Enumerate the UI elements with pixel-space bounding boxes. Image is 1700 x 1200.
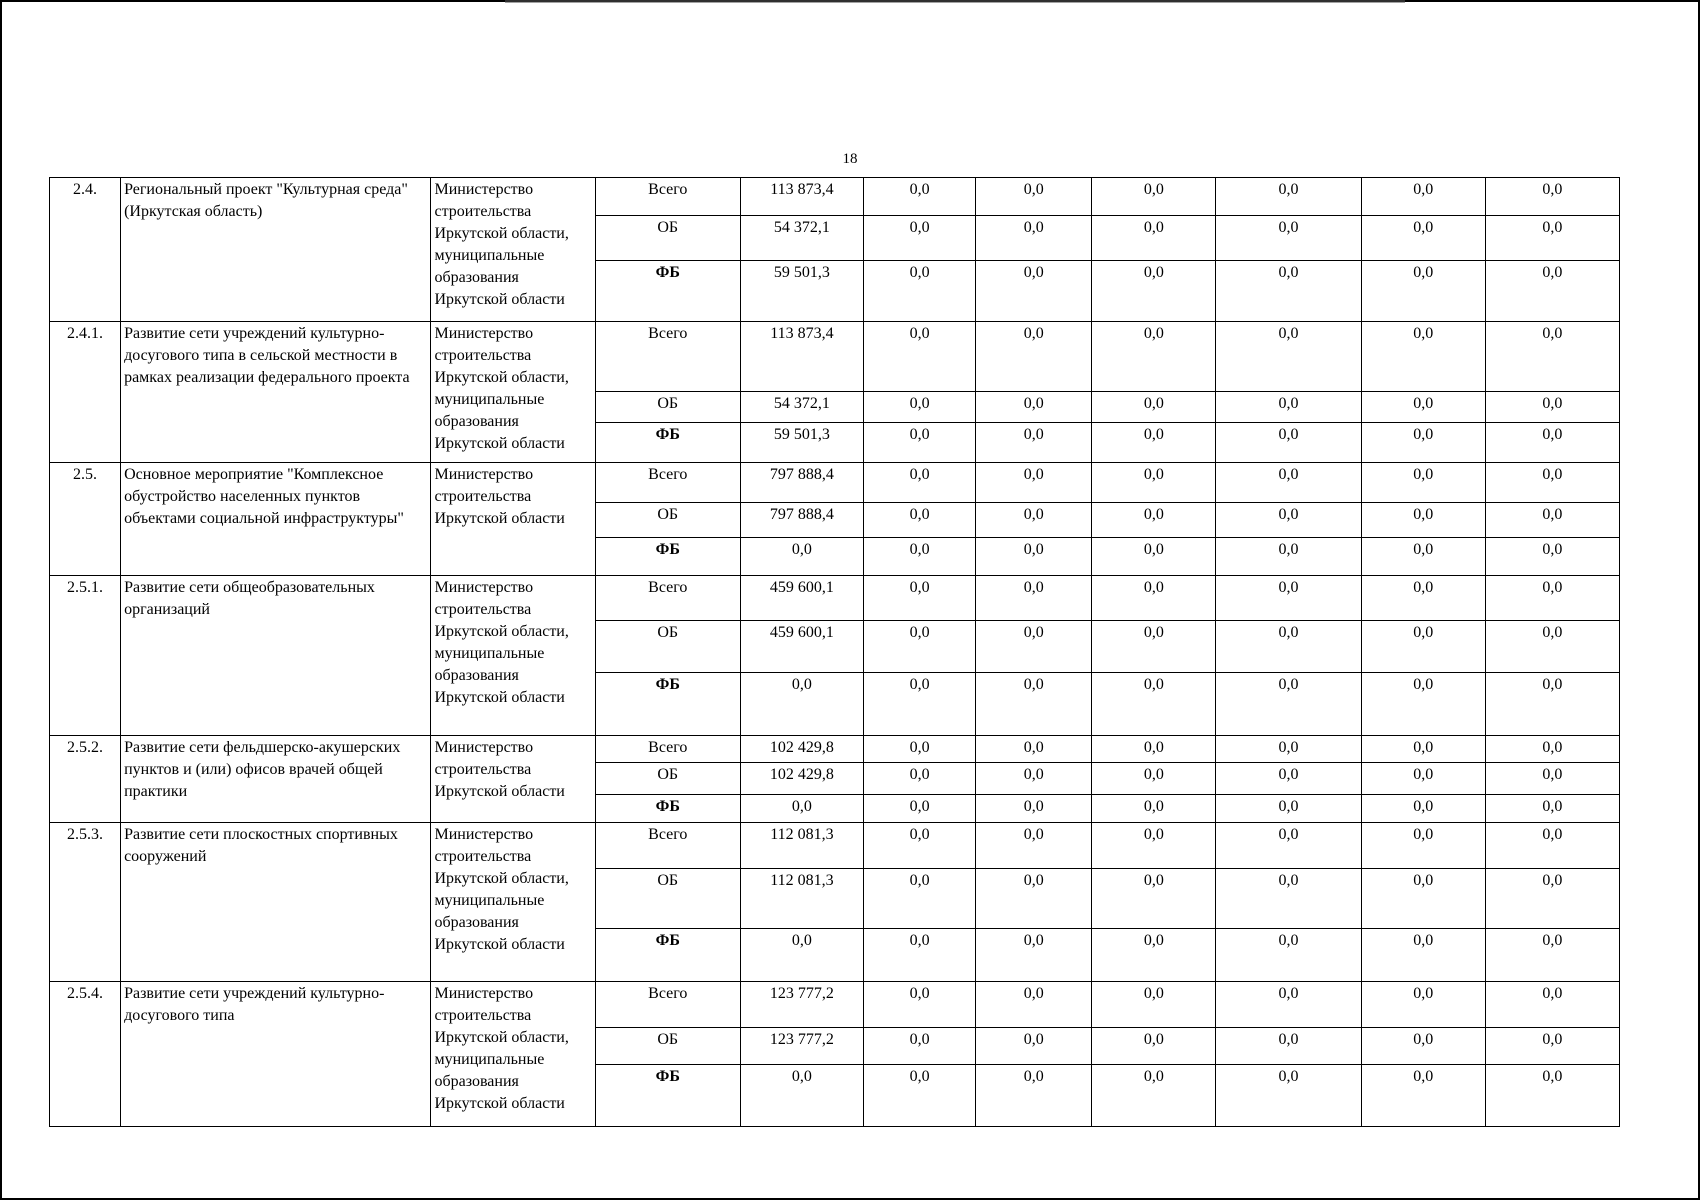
funding-source: ФБ bbox=[595, 929, 740, 982]
funding-source: ФБ bbox=[595, 1065, 740, 1127]
item-name: Развитие сети фельдшерско-акушерских пунктов и (или) офисов врачей общей практики bbox=[121, 736, 431, 823]
amount-cell: 0,0 bbox=[1216, 538, 1361, 576]
funding-source: ФБ bbox=[595, 423, 740, 463]
amount-cell: 0,0 bbox=[864, 763, 976, 795]
amount-cell: 0,0 bbox=[740, 673, 863, 736]
table-row bbox=[50, 463, 1620, 503]
amount-cell: 0,0 bbox=[1216, 929, 1361, 982]
amount-cell: 0,0 bbox=[1361, 673, 1485, 736]
amount-cell: 59 501,3 bbox=[740, 423, 863, 463]
amount-cell: 0,0 bbox=[1361, 982, 1485, 1028]
table-row bbox=[50, 736, 1620, 763]
amount-cell: 0,0 bbox=[1485, 538, 1619, 576]
amount-cell: 0,0 bbox=[864, 1028, 976, 1065]
funding-source: Всего bbox=[595, 736, 740, 763]
amount-cell: 0,0 bbox=[1361, 736, 1485, 763]
responsible-executor: Министерство строительства Иркутской области, муниципальные образования Иркутской области bbox=[431, 982, 595, 1127]
amount-cell: 112 081,3 bbox=[740, 869, 863, 929]
responsible-executor: Министерство строительства Иркутской области bbox=[431, 463, 595, 576]
amount-cell: 0,0 bbox=[1216, 392, 1361, 423]
amount-cell: 0,0 bbox=[1092, 673, 1216, 736]
amount-cell: 0,0 bbox=[1216, 463, 1361, 503]
amount-cell: 0,0 bbox=[1092, 463, 1216, 503]
funding-source: ФБ bbox=[595, 673, 740, 736]
amount-cell: 0,0 bbox=[976, 929, 1092, 982]
amount-cell: 0,0 bbox=[1216, 982, 1361, 1028]
amount-cell: 0,0 bbox=[1092, 322, 1216, 392]
amount-cell: 0,0 bbox=[1092, 736, 1216, 763]
scan-artifact-top-edge bbox=[505, 0, 1405, 3]
item-name: Развитие сети общеобразовательных организаций bbox=[121, 576, 431, 736]
amount-cell: 0,0 bbox=[976, 261, 1092, 322]
amount-cell: 0,0 bbox=[864, 576, 976, 621]
amount-cell: 0,0 bbox=[1485, 929, 1619, 982]
amount-cell: 0,0 bbox=[1361, 763, 1485, 795]
amount-cell: 0,0 bbox=[864, 929, 976, 982]
amount-cell: 0,0 bbox=[1485, 673, 1619, 736]
amount-cell: 0,0 bbox=[864, 1065, 976, 1127]
amount-cell: 0,0 bbox=[1485, 763, 1619, 795]
amount-cell: 0,0 bbox=[1216, 823, 1361, 869]
amount-cell: 0,0 bbox=[1485, 216, 1619, 261]
amount-cell: 0,0 bbox=[864, 736, 976, 763]
amount-cell: 0,0 bbox=[1092, 423, 1216, 463]
amount-cell: 0,0 bbox=[976, 795, 1092, 823]
funding-source: ФБ bbox=[595, 261, 740, 322]
amount-cell: 123 777,2 bbox=[740, 982, 863, 1028]
amount-cell: 0,0 bbox=[976, 1065, 1092, 1127]
amount-cell: 0,0 bbox=[1485, 1065, 1619, 1127]
amount-cell: 0,0 bbox=[1216, 423, 1361, 463]
amount-cell: 102 429,8 bbox=[740, 736, 863, 763]
amount-cell: 0,0 bbox=[1092, 763, 1216, 795]
amount-cell: 0,0 bbox=[1485, 503, 1619, 538]
amount-cell: 0,0 bbox=[1485, 621, 1619, 673]
responsible-executor: Министерство строительства Иркутской области, муниципальные образования Иркутской области bbox=[431, 576, 595, 736]
amount-cell: 0,0 bbox=[1361, 322, 1485, 392]
amount-cell: 0,0 bbox=[976, 178, 1092, 216]
amount-cell: 459 600,1 bbox=[740, 621, 863, 673]
amount-cell: 0,0 bbox=[1485, 261, 1619, 322]
amount-cell: 0,0 bbox=[976, 463, 1092, 503]
amount-cell: 54 372,1 bbox=[740, 216, 863, 261]
amount-cell: 0,0 bbox=[1216, 869, 1361, 929]
amount-cell: 0,0 bbox=[1485, 823, 1619, 869]
amount-cell: 797 888,4 bbox=[740, 463, 863, 503]
amount-cell: 0,0 bbox=[1361, 1028, 1485, 1065]
amount-cell: 0,0 bbox=[1216, 216, 1361, 261]
amount-cell: 0,0 bbox=[1361, 795, 1485, 823]
item-code: 2.5.4. bbox=[50, 982, 121, 1127]
amount-cell: 0,0 bbox=[976, 392, 1092, 423]
amount-cell: 0,0 bbox=[1485, 178, 1619, 216]
amount-cell: 0,0 bbox=[1361, 576, 1485, 621]
funding-source: Всего bbox=[595, 322, 740, 392]
amount-cell: 0,0 bbox=[976, 322, 1092, 392]
funding-source: Всего bbox=[595, 463, 740, 503]
amount-cell: 0,0 bbox=[1216, 576, 1361, 621]
table-row bbox=[50, 576, 1620, 621]
item-code: 2.5.3. bbox=[50, 823, 121, 982]
amount-cell: 0,0 bbox=[976, 869, 1092, 929]
amount-cell: 0,0 bbox=[1485, 982, 1619, 1028]
item-code: 2.5. bbox=[50, 463, 121, 576]
amount-cell: 0,0 bbox=[1216, 763, 1361, 795]
funding-source: ФБ bbox=[595, 795, 740, 823]
amount-cell: 0,0 bbox=[1092, 823, 1216, 869]
amount-cell: 0,0 bbox=[1361, 1065, 1485, 1127]
amount-cell: 0,0 bbox=[976, 538, 1092, 576]
amount-cell: 0,0 bbox=[976, 982, 1092, 1028]
amount-cell: 0,0 bbox=[864, 869, 976, 929]
item-code: 2.4. bbox=[50, 178, 121, 322]
amount-cell: 0,0 bbox=[864, 538, 976, 576]
amount-cell: 0,0 bbox=[1485, 1028, 1619, 1065]
amount-cell: 0,0 bbox=[1485, 463, 1619, 503]
funding-source: ОБ bbox=[595, 503, 740, 538]
amount-cell: 0,0 bbox=[1361, 423, 1485, 463]
amount-cell: 0,0 bbox=[1092, 576, 1216, 621]
amount-cell: 113 873,4 bbox=[740, 322, 863, 392]
amount-cell: 0,0 bbox=[1485, 576, 1619, 621]
amount-cell: 0,0 bbox=[864, 982, 976, 1028]
amount-cell: 0,0 bbox=[1361, 261, 1485, 322]
responsible-executor: Министерство строительства Иркутской области, муниципальные образования Иркутской области bbox=[431, 823, 595, 982]
funding-source: ОБ bbox=[595, 621, 740, 673]
amount-cell: 0,0 bbox=[1485, 795, 1619, 823]
amount-cell: 0,0 bbox=[864, 463, 976, 503]
item-name: Региональный проект "Культурная среда" (Иркутская область) bbox=[121, 178, 431, 322]
amount-cell: 0,0 bbox=[864, 178, 976, 216]
amount-cell: 0,0 bbox=[1361, 869, 1485, 929]
amount-cell: 0,0 bbox=[1361, 178, 1485, 216]
amount-cell: 0,0 bbox=[1092, 392, 1216, 423]
item-name: Развитие сети плоскостных спортивных сооружений bbox=[121, 823, 431, 982]
amount-cell: 59 501,3 bbox=[740, 261, 863, 322]
amount-cell: 0,0 bbox=[1485, 322, 1619, 392]
amount-cell: 0,0 bbox=[976, 216, 1092, 261]
amount-cell: 0,0 bbox=[1092, 538, 1216, 576]
amount-cell: 0,0 bbox=[740, 538, 863, 576]
funding-source: ОБ bbox=[595, 763, 740, 795]
amount-cell: 0,0 bbox=[864, 261, 976, 322]
item-name: Основное мероприятие "Комплексное обустройство населенных пунктов объектами социальной инфраструктуры" bbox=[121, 463, 431, 576]
amount-cell: 0,0 bbox=[1485, 392, 1619, 423]
amount-cell: 0,0 bbox=[1092, 982, 1216, 1028]
amount-cell: 797 888,4 bbox=[740, 503, 863, 538]
funding-source: Всего bbox=[595, 823, 740, 869]
amount-cell: 0,0 bbox=[864, 795, 976, 823]
amount-cell: 0,0 bbox=[1216, 261, 1361, 322]
amount-cell: 0,0 bbox=[1216, 736, 1361, 763]
table-row bbox=[50, 982, 1620, 1028]
amount-cell: 0,0 bbox=[976, 736, 1092, 763]
amount-cell: 0,0 bbox=[1216, 1065, 1361, 1127]
responsible-executor: Министерство строительства Иркутской области bbox=[431, 736, 595, 823]
amount-cell: 0,0 bbox=[976, 823, 1092, 869]
amount-cell: 0,0 bbox=[976, 576, 1092, 621]
table-row bbox=[50, 178, 1620, 216]
amount-cell: 0,0 bbox=[976, 1028, 1092, 1065]
item-code: 2.5.2. bbox=[50, 736, 121, 823]
amount-cell: 0,0 bbox=[1485, 423, 1619, 463]
amount-cell: 0,0 bbox=[864, 621, 976, 673]
amount-cell: 0,0 bbox=[740, 1065, 863, 1127]
amount-cell: 113 873,4 bbox=[740, 178, 863, 216]
amount-cell: 0,0 bbox=[1216, 621, 1361, 673]
item-code: 2.5.1. bbox=[50, 576, 121, 736]
amount-cell: 0,0 bbox=[1361, 621, 1485, 673]
amount-cell: 0,0 bbox=[976, 423, 1092, 463]
funding-source: ФБ bbox=[595, 538, 740, 576]
funding-source: Всего bbox=[595, 576, 740, 621]
item-name: Развитие сети учреждений культурно-досугового типа в сельской местности в рамках реализации федерального проекта bbox=[121, 322, 431, 463]
amount-cell: 0,0 bbox=[1092, 261, 1216, 322]
funding-source: ОБ bbox=[595, 869, 740, 929]
amount-cell: 0,0 bbox=[1216, 322, 1361, 392]
amount-cell: 0,0 bbox=[976, 763, 1092, 795]
amount-cell: 0,0 bbox=[976, 673, 1092, 736]
funding-source: Всего bbox=[595, 178, 740, 216]
amount-cell: 0,0 bbox=[1216, 503, 1361, 538]
amount-cell: 0,0 bbox=[1361, 463, 1485, 503]
amount-cell: 0,0 bbox=[1092, 178, 1216, 216]
funding-source: ОБ bbox=[595, 216, 740, 261]
table-body bbox=[50, 178, 1620, 1127]
amount-cell: 0,0 bbox=[1216, 1028, 1361, 1065]
amount-cell: 0,0 bbox=[1361, 929, 1485, 982]
amount-cell: 0,0 bbox=[1092, 216, 1216, 261]
item-code: 2.4.1. bbox=[50, 322, 121, 463]
amount-cell: 0,0 bbox=[1361, 823, 1485, 869]
page-number: 18 bbox=[842, 151, 858, 167]
item-name: Развитие сети учреждений культурно-досугового типа bbox=[121, 982, 431, 1127]
amount-cell: 0,0 bbox=[864, 322, 976, 392]
amount-cell: 0,0 bbox=[1485, 736, 1619, 763]
amount-cell: 0,0 bbox=[1092, 795, 1216, 823]
amount-cell: 112 081,3 bbox=[740, 823, 863, 869]
amount-cell: 0,0 bbox=[1092, 621, 1216, 673]
amount-cell: 0,0 bbox=[740, 795, 863, 823]
amount-cell: 0,0 bbox=[1361, 216, 1485, 261]
amount-cell: 0,0 bbox=[864, 673, 976, 736]
responsible-executor: Министерство строительства Иркутской области, муниципальные образования Иркутской области bbox=[431, 322, 595, 463]
amount-cell: 0,0 bbox=[864, 423, 976, 463]
amount-cell: 0,0 bbox=[1216, 795, 1361, 823]
amount-cell: 459 600,1 bbox=[740, 576, 863, 621]
amount-cell: 0,0 bbox=[1485, 869, 1619, 929]
amount-cell: 0,0 bbox=[1216, 178, 1361, 216]
funding-source: ОБ bbox=[595, 392, 740, 423]
amount-cell: 0,0 bbox=[864, 392, 976, 423]
amount-cell: 0,0 bbox=[1361, 503, 1485, 538]
amount-cell: 0,0 bbox=[1092, 503, 1216, 538]
amount-cell: 0,0 bbox=[740, 929, 863, 982]
amount-cell: 54 372,1 bbox=[740, 392, 863, 423]
amount-cell: 0,0 bbox=[1092, 1028, 1216, 1065]
table-row bbox=[50, 823, 1620, 869]
funding-source: ОБ bbox=[595, 1028, 740, 1065]
amount-cell: 102 429,8 bbox=[740, 763, 863, 795]
responsible-executor: Министерство строительства Иркутской области, муниципальные образования Иркутской области bbox=[431, 178, 595, 322]
amount-cell: 0,0 bbox=[976, 621, 1092, 673]
funding-source: Всего bbox=[595, 982, 740, 1028]
amount-cell: 0,0 bbox=[1092, 929, 1216, 982]
budget-table bbox=[49, 177, 1620, 1127]
amount-cell: 0,0 bbox=[864, 503, 976, 538]
amount-cell: 123 777,2 bbox=[740, 1028, 863, 1065]
amount-cell: 0,0 bbox=[864, 216, 976, 261]
amount-cell: 0,0 bbox=[1361, 538, 1485, 576]
table-row bbox=[50, 322, 1620, 392]
amount-cell: 0,0 bbox=[1092, 869, 1216, 929]
amount-cell: 0,0 bbox=[1092, 1065, 1216, 1127]
amount-cell: 0,0 bbox=[864, 823, 976, 869]
amount-cell: 0,0 bbox=[1216, 673, 1361, 736]
amount-cell: 0,0 bbox=[976, 503, 1092, 538]
amount-cell: 0,0 bbox=[1361, 392, 1485, 423]
